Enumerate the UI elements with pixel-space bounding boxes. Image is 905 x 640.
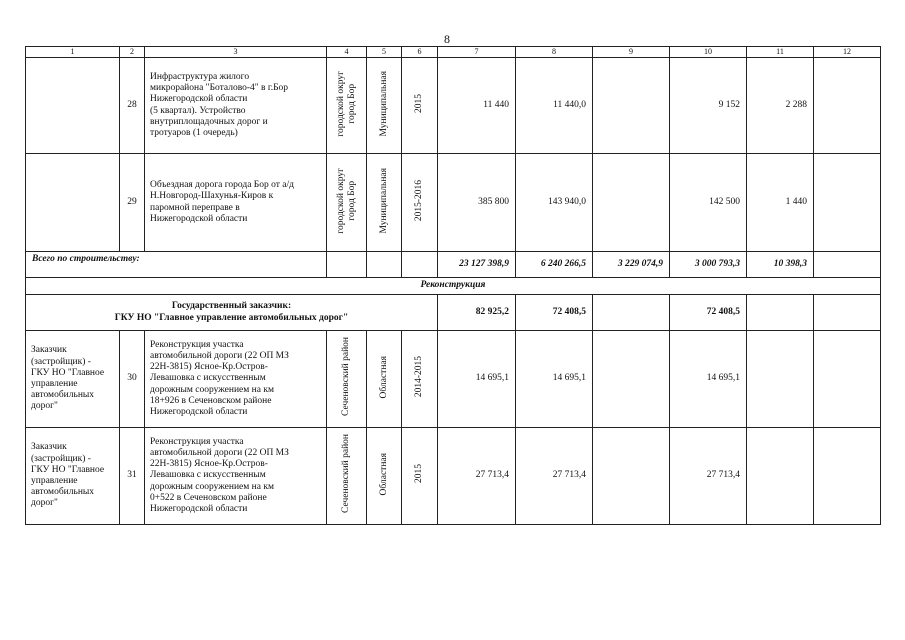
table-row [26, 58, 881, 154]
column-number-row [26, 47, 881, 58]
location-cell [327, 428, 367, 525]
ownership-cell [367, 58, 402, 154]
customer-text: Заказчик (застройщик) - ГКУ НО "Главное управление автомобильных дорог" [26, 331, 120, 428]
value-col11 [747, 428, 814, 525]
customer-cell [26, 58, 120, 154]
value-col8: 14 695,1 [516, 331, 593, 428]
location-text: Сеченовский район [341, 337, 352, 417]
value-col7: 11 440 [438, 58, 516, 154]
total-row [26, 252, 881, 278]
col-number-4: 4 [327, 47, 367, 58]
value-col12 [814, 58, 881, 154]
value-col12 [814, 428, 881, 525]
value-col9 [593, 154, 670, 252]
client-col9 [593, 295, 670, 331]
object-name: Реконструкция участка автомобильной дороги (22 ОП МЗ 22Н-3815) Ясное-Кр.Остров- Левашовка с искусственным дорожным сооружением на км 0+522 в Сеченовском районе Нижегородской области [145, 428, 327, 525]
section-row [26, 278, 881, 295]
client-col8: 72 408,5 [516, 295, 593, 331]
client-col7: 82 925,2 [438, 295, 516, 331]
value-col8: 143 940,0 [516, 154, 593, 252]
row-number: 28 [120, 58, 145, 154]
total-col7: 23 127 398,9 [438, 252, 516, 278]
client-col10: 72 408,5 [670, 295, 747, 331]
location-text: Сеченовский район [341, 434, 352, 514]
ownership-text: Муниципальная [378, 70, 389, 137]
col-number-8: 8 [516, 47, 593, 58]
period-cell [402, 58, 438, 154]
page-number: 8 [444, 32, 450, 46]
period-text: 2015 [414, 93, 425, 113]
total-col12 [814, 252, 881, 278]
client-col11 [747, 295, 814, 331]
value-col10: 9 152 [670, 58, 747, 154]
period-cell [402, 154, 438, 252]
col-number-5: 5 [367, 47, 402, 58]
table-row [26, 331, 881, 428]
table-row [26, 154, 881, 252]
ownership-text: Муниципальная [378, 167, 389, 234]
value-col12 [814, 331, 881, 428]
value-col11: 2 288 [747, 58, 814, 154]
ownership-text: Областная [378, 452, 389, 496]
object-name: Инфраструктура жилого микрорайона "Боталово-4" в г.Бор Нижегородской области (5 квартал). Устройство внутриплощадочных дорог и тротуаров (1 очередь) [145, 58, 327, 154]
total-col9: 3 229 074,9 [593, 252, 670, 278]
value-col9 [593, 58, 670, 154]
value-col9 [593, 428, 670, 525]
location-text: городской округ город Бор [335, 167, 357, 234]
investment-table [25, 46, 881, 525]
col-number-10: 10 [670, 47, 747, 58]
value-col10: 14 695,1 [670, 331, 747, 428]
location-cell [327, 331, 367, 428]
customer-text: Заказчик (застройщик) - ГКУ НО "Главное управление автомобильных дорог" [26, 428, 120, 525]
total-empty-cell [402, 252, 438, 278]
ownership-cell [367, 331, 402, 428]
col-number-6: 6 [402, 47, 438, 58]
period-text: 2015 [414, 464, 425, 484]
col-number-11: 11 [747, 47, 814, 58]
value-col10: 142 500 [670, 154, 747, 252]
period-cell [402, 428, 438, 525]
state-client-cell [26, 295, 438, 331]
period-text: 2014-2015 [414, 356, 425, 398]
row-number: 30 [120, 331, 145, 428]
total-col10: 3 000 793,3 [670, 252, 747, 278]
section-title: Реконструкция [26, 278, 881, 295]
location-cell [327, 58, 367, 154]
client-row [26, 295, 881, 331]
value-col9 [593, 331, 670, 428]
col-number-2: 2 [120, 47, 145, 58]
value-col7: 385 800 [438, 154, 516, 252]
value-col8: 27 713,4 [516, 428, 593, 525]
client-col12 [814, 295, 881, 331]
state-client-label: Государственный заказчик: [171, 300, 292, 311]
object-name: Реконструкция участка автомобильной дороги (22 ОП МЗ 22Н-3815) Ясное-Кр.Остров- Левашовка с искусственным дорожным сооружением на км 18+926 в Сеченовском районе Нижегородской области [145, 331, 327, 428]
value-col11: 1 440 [747, 154, 814, 252]
row-number: 31 [120, 428, 145, 525]
ownership-cell [367, 154, 402, 252]
value-col8: 11 440,0 [516, 58, 593, 154]
col-number-1: 1 [26, 47, 120, 58]
row-number: 29 [120, 154, 145, 252]
period-text: 2015-2016 [414, 179, 425, 221]
col-number-7: 7 [438, 47, 516, 58]
total-col11: 10 398,3 [747, 252, 814, 278]
col-number-9: 9 [593, 47, 670, 58]
period-cell [402, 331, 438, 428]
location-cell [327, 154, 367, 252]
value-col7: 14 695,1 [438, 331, 516, 428]
object-name: Объездная дорога города Бор от а/д Н.Новгород-Шахунья-Киров к паромной переправе в Нижегородской области [145, 154, 327, 252]
total-empty-cell [327, 252, 367, 278]
ownership-text: Областная [378, 355, 389, 399]
location-text: городской округ город Бор [335, 70, 357, 137]
table-row [26, 428, 881, 525]
total-col8: 6 240 266,5 [516, 252, 593, 278]
value-col12 [814, 154, 881, 252]
ownership-cell [367, 428, 402, 525]
value-col11 [747, 331, 814, 428]
col-number-12: 12 [814, 47, 881, 58]
total-empty-cell [367, 252, 402, 278]
value-col7: 27 713,4 [438, 428, 516, 525]
total-label: Всего по строительству: [26, 252, 327, 278]
state-client-name: ГКУ НО "Главное управление автомобильных дорог" [114, 312, 349, 323]
col-number-3: 3 [145, 47, 327, 58]
customer-cell [26, 154, 120, 252]
value-col10: 27 713,4 [670, 428, 747, 525]
